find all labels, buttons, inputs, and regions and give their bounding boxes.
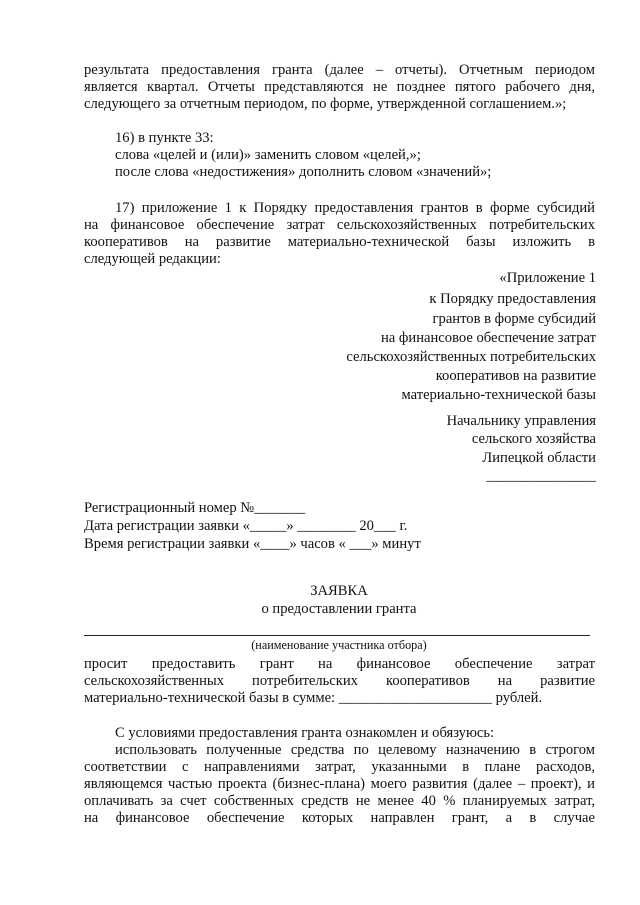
paragraph-line: является квартал. Отчеты представляются не позднее пятого рабочего дня, [84, 79, 595, 95]
paragraph-line: результата предоставления гранта (далее – отчеты). Отчетным периодом [84, 62, 595, 78]
appendix-line: «Приложение 1 [499, 270, 596, 286]
conditions-line: использовать полученные средства по целевому назначению в строгом [115, 742, 595, 758]
addressee-line: Начальнику управления [446, 413, 596, 429]
request-line: сельскохозяйственных потребительских кооперативов на развитие [84, 673, 595, 689]
appendix-line: к Порядку предоставления [429, 291, 596, 307]
appendix-line: материально-технической базы [401, 387, 596, 403]
addressee-line: сельского хозяйства [471, 431, 596, 447]
request-line: просит предоставить грант на финансовое обеспечение затрат [84, 656, 595, 672]
item-16-heading: 16) в пункте 33: [115, 130, 214, 146]
appendix-line: сельскохозяйственных потребительских [346, 349, 596, 365]
conditions-line: С условиями предоставления гранта ознакомлен и обязуюсь: [115, 725, 495, 741]
item-17-line: 17) приложение 1 к Порядку предоставления грантов в форме субсидий [115, 200, 595, 216]
registration-number: Регистрационный номер №_______ [84, 500, 306, 516]
conditions-line: на финансовое обеспечение которых направлен грант, а в случае [84, 810, 595, 826]
paragraph-line: следующего за отчетным периодом, по форме, утвержденной соглашением.»; [84, 96, 567, 112]
addressee-signature-line: _______________ [486, 468, 596, 484]
document-title: ЗАЯВКА [310, 583, 368, 599]
item-17-line: следующей редакции: [84, 251, 221, 267]
item-16-line: слова «целей и (или)» заменить словом «целей,»; [115, 147, 421, 163]
appendix-line: кооперативов на развитие [435, 368, 596, 384]
appendix-line: на финансовое обеспечение затрат [381, 330, 596, 346]
conditions-line: являющемся частью проекта (бизнес-плана) моего развития (далее – проект), и [84, 776, 595, 792]
registration-time: Время регистрации заявки «____» часов « ___» минут [84, 536, 421, 552]
conditions-line: оплачивать за счет собственных средств не менее 40 % планируемых затрат, [84, 793, 595, 809]
item-17-line: на финансовое обеспечение затрат сельскохозяйственных потребительских [84, 217, 595, 233]
request-line: материально-технической базы в сумме: _____________________ рублей. [84, 690, 543, 706]
document-subtitle: о предоставлении гранта [261, 601, 417, 617]
addressee-line: Липецкой области [482, 450, 596, 466]
participant-caption: (наименование участника отбора) [251, 638, 427, 652]
appendix-line: грантов в форме субсидий [432, 311, 596, 327]
item-17-line: кооперативов на развитие материально-технической базы изложить в [84, 234, 595, 250]
registration-date: Дата регистрации заявки «_____» ________ 20___ г. [84, 518, 408, 534]
item-16-line: после слова «недостижения» дополнить словом «значений»; [115, 164, 492, 180]
participant-name-line [84, 635, 590, 636]
conditions-line: соответствии с направлениями затрат, указанными в плане расходов, [84, 759, 595, 775]
